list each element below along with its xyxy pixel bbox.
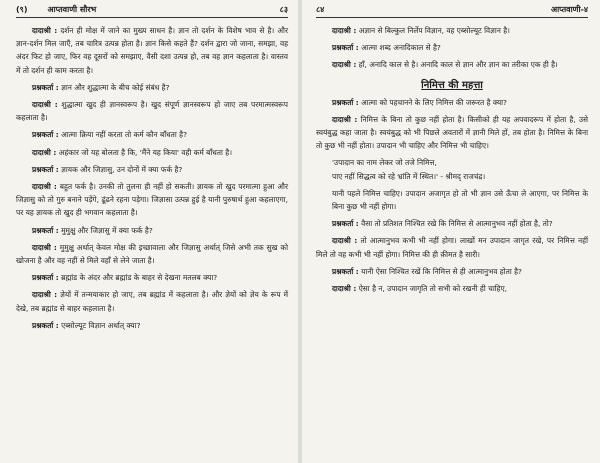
quote-line: [316, 156, 588, 169]
speaker-label: प्रश्नकर्ता :: [332, 266, 359, 276]
left-header-number: (९): [16, 5, 28, 14]
paragraph-text: अहंकार जो यह बोलता है कि, 'मैंने यह किया' वही कर्म बाँधता है।: [58, 147, 233, 157]
left-page-header: [16, 4, 288, 18]
speaker-label: दादाश्री :: [32, 182, 57, 192]
paragraph-text: तो आत्मानुभव कभी भी नहीं होगा। लाखों मन उपादान जागृत रखे, पर निमित्त नहीं मिले तो वह कभी भी नहीं होगा। निमित्त की ही क़ीमत है सारी।: [316, 236, 588, 259]
paragraph-text: दर्शन ही मोक्ष में जाने का मुख्य साधन है। ज्ञान तो दर्शन के विशेष भाव से है। और ज्ञान-दर्शन मिल जाएँ, तब चारित्र उत्पन्न होता है। ज्ञान किसे कहते हैं? दर्शन द्वारा जो जाना, समझा, वह अंदर फिट हो जाए, फिर वह दूसरों को समझाए, वैसी दशा उत्पन्न हो, तब वह ज्ञान कहलाता है। वास्तव में तो दर्शन ही काम करता है।: [16, 26, 288, 75]
speaker-label: दादाश्री :: [32, 290, 58, 300]
right-page: [302, 0, 600, 463]
paragraph-text: यानी ऐसा निश्चित रखें कि निमित्त से ही आत्मानुभव होता है?: [361, 266, 522, 276]
paragraph: [16, 288, 288, 314]
paragraph: [16, 180, 288, 220]
right-page-number: ८४: [316, 5, 325, 14]
paragraph: [16, 271, 288, 284]
speaker-label: दादाश्री :: [332, 114, 358, 124]
paragraph-text: आत्मा को पहचानने के लिए निमित्त की जरूरत है क्या?: [361, 97, 507, 107]
paragraph-text: एब्सोल्यूट विज्ञान अर्थात् क्या?: [61, 320, 141, 330]
paragraph-text: ज्ञायक और जिज्ञासु, उन दोनों में क्या फर्क है?: [61, 164, 183, 174]
speaker-label: प्रश्नकर्ता :: [332, 219, 359, 229]
paragraph: [16, 24, 288, 77]
paragraph-text: ऐसा है न, उपादान जागृति तो सभी को रखनी ही चाहिए,: [358, 284, 508, 294]
paragraph-text: शुद्धात्मा खुद ही ज्ञानस्वरूप है। खुद संपूर्ण ज्ञानस्वरूप हो जाए तब परमात्मस्वरूप कहलाता है।: [16, 100, 288, 123]
paragraph: [316, 113, 588, 153]
paragraph-text: यानी पहले निमित्त चाहिए। उपादान अजागृत हो तो भी ज्ञान उसे ऊँचा ले आएगा, पर निमित्त के बिना कुछ भी नहीं होगा।: [332, 188, 588, 212]
paragraph: [316, 58, 588, 71]
paragraph-text: मुमुक्षु और जिज्ञासु में क्या फर्क है?: [61, 225, 153, 235]
left-page: [0, 0, 298, 463]
paragraph: [16, 241, 288, 267]
paragraph-text: आत्मा क्रिया नहीं करता तो कर्म कौन बाँधता है?: [61, 130, 188, 140]
speaker-label: दादाश्री :: [332, 236, 358, 246]
paragraph: [16, 81, 288, 94]
speaker-label: दादाश्री :: [32, 26, 58, 35]
paragraph: [316, 24, 588, 37]
paragraph: [16, 146, 288, 159]
paragraph: [316, 96, 588, 109]
paragraph: [316, 282, 588, 295]
speaker-label: प्रश्नकर्ता :: [32, 225, 59, 235]
speaker-label: दादाश्री :: [332, 26, 357, 35]
paragraph-text: ब्रह्मांड के अंदर और ब्रह्मांड के बाहर से देखना मतलब क्या?: [61, 273, 218, 283]
paragraph: [16, 163, 288, 176]
speaker-label: प्रश्नकर्ता :: [332, 43, 359, 53]
speaker-label: दादाश्री :: [32, 242, 57, 252]
right-page-header: [316, 4, 588, 18]
paragraph: [16, 224, 288, 237]
right-header-title: आप्तवाणी-४: [550, 5, 588, 14]
paragraph-text: अज्ञान से बिल्कुल निर्लेप विज्ञान, वह एब्सोल्यूट विज्ञान है।: [358, 26, 510, 35]
paragraph: [16, 98, 288, 124]
speaker-label: प्रश्नकर्ता :: [32, 164, 59, 174]
speaker-label: प्रश्नकर्ता :: [32, 130, 59, 140]
quote-line: [316, 170, 588, 183]
speaker-label: दादाश्री :: [332, 284, 357, 294]
speaker-label: प्रश्नकर्ता :: [332, 97, 359, 107]
left-page-body: [16, 24, 288, 332]
speaker-label: प्रश्नकर्ता :: [32, 273, 59, 283]
paragraph: [16, 128, 288, 141]
paragraph-text: निमित्त के बिना तो कुछ नहीं होता है। किसीको ही यह अपवादरूप में होता है, उसे स्वयंबुद्ध कहा जाता है। स्वयंबुद्ध को भी पिछले अवतारों में ज्ञानी मिले हों, तब होता है। निमित्त के बिना तो कुछ भी नहीं होता। उपादान भी चाहिए और निमित्त भी चाहिए।: [316, 114, 588, 151]
right-page-body: [316, 24, 588, 295]
section-heading: निमित्त की महत्ता: [421, 79, 483, 91]
speaker-label: दादाश्री :: [32, 147, 57, 157]
paragraph-text: हाँ, अनादि काल से है। अनादि काल से ज्ञान और ज्ञान का तरीका एक ही है।: [358, 60, 558, 70]
paragraph-text: वैसा तो प्रतिशत निश्चित रखे कि निमित्त से आत्मानुभव नहीं होता है, तो?: [361, 219, 553, 229]
paragraph: [316, 265, 588, 278]
speaker-label: प्रश्नकर्ता :: [32, 82, 59, 92]
speaker-label: प्रश्नकर्ता :: [32, 320, 59, 330]
paragraph-text: 'उपादान का नाम लेकर जो तजे निमित्त,: [332, 158, 437, 168]
speaker-label: दादाश्री :: [332, 60, 357, 70]
paragraph-text: ज्ञेयों में तन्मयाकार हो जाए, तब ब्रह्मांड में कहलाता है। और ज्ञेयों को ज्ञेय के रूप में देखे, तब ब्रह्मांड से बाहर कहलाता है।: [16, 290, 288, 313]
left-header-title: आप्तवाणी सौरभ: [47, 5, 97, 14]
paragraph-text: बहुत फर्क है। उनकी तो तुलना ही नहीं हो सकती। ज्ञायक तो खुद परमात्मा हुआ और जिज्ञासु को तो गुरु बनाने पड़ेंगे, ढूंढने रहना पड़ेगा। जिज्ञासा उत्पन्न हुई है यानी पुरुषार्थ हुआ कहलाएगा, पर यह ज्ञायक तो खुद ही भगवान कहलाता है।: [16, 182, 288, 218]
paragraph-text: आत्मा शब्द अनादिकाल से है?: [361, 43, 441, 53]
paragraph: [316, 234, 588, 260]
paragraph: [316, 217, 588, 230]
paragraph-text: पाए नहीं सिद्धत्व को रहे भ्रांति में स्थित।' - श्रीमद् राजचंद्र।: [332, 171, 486, 181]
paragraph: [316, 41, 588, 54]
paragraph-text: ज्ञान और शुद्धात्मा के बीच कोई संबंध है?: [61, 82, 170, 92]
paragraph: [16, 319, 288, 332]
left-page-number: ८३: [279, 5, 288, 14]
paragraph-text: मुमुक्षु अर्थात् केवल मोक्ष की इच्छावाला और जिज्ञासु अर्थात् जिसे अभी तक सुख को खोजना है और वह नहीं से मिले वहाँ से लेने जाता है।: [16, 242, 289, 266]
speaker-label: दादाश्री :: [32, 100, 58, 110]
paragraph: [316, 187, 588, 213]
